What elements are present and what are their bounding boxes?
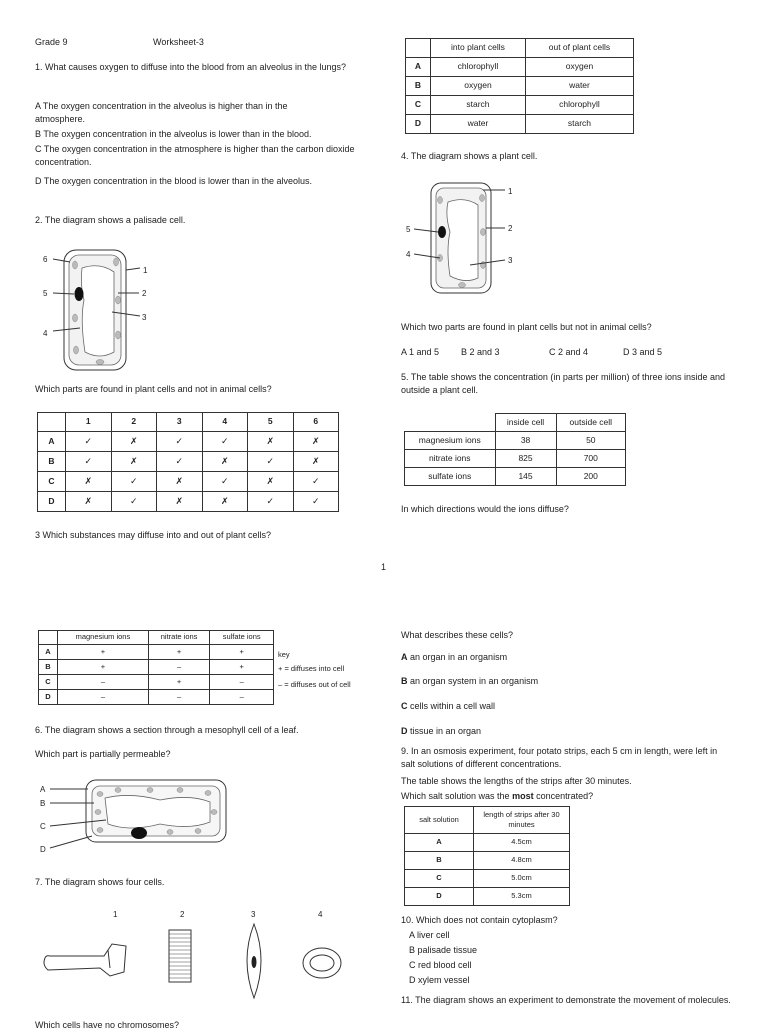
- q9-line2: The table shows the lengths of the strips after 30 minutes.: [401, 776, 632, 786]
- option-text: cells within a cell wall: [407, 701, 496, 711]
- plant-label-1: 1: [508, 187, 513, 196]
- q4-option-b: B 2 and 3: [461, 347, 500, 357]
- cell-label-4: 4: [318, 910, 323, 919]
- prompt-post: concentrated?: [533, 791, 594, 801]
- palisade-label-5: 5: [43, 289, 48, 298]
- q1-option-b: B The oxygen concentration in the alveolus is lower than in the blood.: [35, 129, 312, 139]
- prompt-pre: Which salt solution was the: [401, 791, 513, 801]
- cell: –: [58, 675, 149, 690]
- cell: chlorophyll: [431, 58, 526, 77]
- cell: 4.8cm: [474, 852, 570, 870]
- option-text: tissue in an organ: [407, 726, 482, 736]
- table-row: [405, 852, 570, 870]
- cell: –: [210, 690, 274, 705]
- q5-prompt: In which directions would the ions diffuse?: [401, 504, 569, 514]
- mesophyll-label-d: D: [40, 845, 46, 854]
- cell: ✓: [111, 492, 157, 512]
- cell: 825: [495, 450, 556, 468]
- option-letter: A: [401, 652, 408, 662]
- cell: 5.0cm: [474, 870, 570, 888]
- cell: ✗: [293, 432, 339, 452]
- cell: starch: [525, 115, 633, 134]
- row-key: A: [39, 645, 58, 660]
- grade-label: Grade 9: [35, 37, 68, 47]
- option-text: an organ in an organism: [407, 652, 508, 662]
- cell: 50: [556, 432, 625, 450]
- cell: water: [431, 115, 526, 134]
- q2-col-5: 5: [248, 413, 294, 432]
- row-key: D: [39, 690, 58, 705]
- row-key: nitrate ions: [405, 450, 496, 468]
- cell: ✗: [248, 472, 294, 492]
- q7-option-c: [401, 700, 495, 713]
- cell: ✗: [157, 492, 203, 512]
- q4-option-d: D 3 and 5: [623, 347, 663, 357]
- cell: +: [148, 645, 210, 660]
- cell: –: [148, 690, 210, 705]
- q2-col-4: 4: [202, 413, 248, 432]
- q1-option-a: A The oxygen concentration in the alveolus is higher than in the atmosphere.: [35, 101, 288, 124]
- cell: ✓: [293, 472, 339, 492]
- col-header: magnesium ions: [58, 631, 149, 645]
- row-key: B: [38, 452, 66, 472]
- palisade-label-4: 4: [43, 329, 48, 338]
- prompt-bold: most: [512, 791, 534, 801]
- q2-col-3: 3: [157, 413, 203, 432]
- mesophyll-label-a: A: [40, 785, 46, 794]
- plant-label-3: 3: [508, 256, 513, 265]
- q4-option-a: A 1 and 5: [401, 347, 440, 357]
- q2-col-6: 6: [293, 413, 339, 432]
- cell: ✓: [111, 472, 157, 492]
- q9-table: [404, 806, 570, 906]
- cell: +: [210, 660, 274, 675]
- cell: ✗: [111, 432, 157, 452]
- table-row: [405, 834, 570, 852]
- cell: –: [210, 675, 274, 690]
- cell: oxygen: [525, 58, 633, 77]
- q4-option-c: C 2 and 4: [549, 347, 589, 357]
- q2-col-2: 2: [111, 413, 157, 432]
- row-key: B: [39, 660, 58, 675]
- col-header: sulfate ions: [210, 631, 274, 645]
- col-header: inside cell: [495, 414, 556, 432]
- q10-option-c: C red blood cell: [409, 960, 472, 970]
- col-header: out of plant cells: [525, 39, 633, 58]
- q6-text: 6. The diagram shows a section through a mesophyll cell of a leaf.: [35, 725, 299, 735]
- q1-option-c: C The oxygen concentration in the atmosphere is higher than the carbon dioxide concentration.: [35, 144, 355, 167]
- q2-col-1: 1: [66, 413, 112, 432]
- q1-text: 1. What causes oxygen to diffuse into the blood from an alveolus in the lungs?: [35, 62, 347, 72]
- cell: +: [210, 645, 274, 660]
- cell-label-2: 2: [180, 910, 185, 919]
- row-key: B: [406, 77, 431, 96]
- page-number: 1: [381, 562, 387, 572]
- q7-option-d: [401, 725, 481, 738]
- row-key: D: [38, 492, 66, 512]
- mesophyll-label-c: C: [40, 822, 46, 831]
- cell: starch: [431, 96, 526, 115]
- cell: ✓: [202, 432, 248, 452]
- q7-option-b: [401, 675, 538, 688]
- palisade-label-6: 6: [43, 255, 48, 264]
- q10-option-d: D xylem vessel: [409, 975, 470, 985]
- q4-text: 4. The diagram shows a plant cell.: [401, 151, 538, 161]
- table-row: [405, 870, 570, 888]
- row-key: A: [406, 58, 431, 77]
- cell: chlorophyll: [525, 96, 633, 115]
- cell: –: [58, 690, 149, 705]
- col-header: outside cell: [556, 414, 625, 432]
- cell: +: [148, 675, 210, 690]
- option-letter: D: [401, 726, 408, 736]
- cell: ✓: [248, 492, 294, 512]
- cell: 5.3cm: [474, 888, 570, 906]
- col-header: nitrate ions: [148, 631, 210, 645]
- q9-prompt: [401, 790, 593, 803]
- q11-text: 11. The diagram shows an experiment to demonstrate the movement of molecules.: [401, 995, 731, 1005]
- q10-option-a: A liver cell: [409, 930, 450, 940]
- cell: ✓: [157, 432, 203, 452]
- plant-label-5: 5: [406, 225, 411, 234]
- q3-text: 3 Which substances may diffuse into and out of plant cells?: [35, 530, 271, 540]
- key-title: key: [278, 650, 290, 659]
- option-letter: C: [401, 701, 408, 711]
- q6-prompt: Which part is partially permeable?: [35, 749, 171, 759]
- key-minus: – = diffuses out of cell: [278, 680, 351, 689]
- row-key: sulfate ions: [405, 468, 496, 486]
- cell: 700: [556, 450, 625, 468]
- q10-text: 10. Which does not contain cytoplasm?: [401, 915, 558, 925]
- cell: –: [148, 660, 210, 675]
- row-key: A: [405, 834, 474, 852]
- row-key: C: [38, 472, 66, 492]
- cell: ✗: [157, 472, 203, 492]
- q7-prompt-cut: Which cells have no chromosomes?: [35, 1020, 180, 1030]
- cell: 38: [495, 432, 556, 450]
- cell: ✗: [248, 432, 294, 452]
- cell: ✓: [66, 432, 112, 452]
- cell: ✗: [66, 492, 112, 512]
- row-key: magnesium ions: [405, 432, 496, 450]
- cell: ✓: [293, 492, 339, 512]
- q2-prompt: Which parts are found in plant cells and not in animal cells?: [35, 384, 272, 394]
- cell: ✗: [202, 452, 248, 472]
- cell: ✗: [66, 472, 112, 492]
- q9-text: 9. In an osmosis experiment, four potato strips, each 5 cm in length, were left in salt solutions of different concentrations.: [401, 746, 718, 769]
- cell: ✓: [202, 472, 248, 492]
- col-header: length of strips after 30 minutes: [474, 807, 570, 834]
- option-letter: B: [401, 676, 408, 686]
- plant-label-2: 2: [508, 224, 513, 233]
- palisade-label-1: 1: [143, 266, 148, 275]
- cell: ✓: [66, 452, 112, 472]
- cell: ✗: [202, 492, 248, 512]
- row-key: D: [405, 888, 474, 906]
- row-key: C: [39, 675, 58, 690]
- palisade-label-2: 2: [142, 289, 147, 298]
- plant-label-4: 4: [406, 250, 411, 259]
- option-text: an organ system in an organism: [407, 676, 539, 686]
- q2-text: 2. The diagram shows a palisade cell.: [35, 215, 186, 225]
- key-plus: + = diffuses into cell: [278, 664, 345, 673]
- cell: oxygen: [431, 77, 526, 96]
- q10-option-b: B palisade tissue: [409, 945, 478, 955]
- table-row: [405, 888, 570, 906]
- cell: 4.5cm: [474, 834, 570, 852]
- q1-option-d: D The oxygen concentration in the blood is lower than in the alveolus.: [35, 176, 313, 186]
- palisade-label-3: 3: [142, 313, 147, 322]
- row-key: D: [406, 115, 431, 134]
- q7-text: 7. The diagram shows four cells.: [35, 877, 165, 887]
- worksheet-title: Worksheet-3: [153, 37, 204, 47]
- cell: +: [58, 660, 149, 675]
- q4-prompt: Which two parts are found in plant cells but not in animal cells?: [401, 322, 652, 332]
- cell: water: [525, 77, 633, 96]
- cell: ✓: [248, 452, 294, 472]
- q5-text: 5. The table shows the concentration (in parts per million) of three ions inside and outside a plant cell.: [401, 372, 726, 395]
- col-header: into plant cells: [431, 39, 526, 58]
- q7-follow: What describes these cells?: [401, 630, 514, 640]
- cell: ✓: [157, 452, 203, 472]
- cell: ✗: [293, 452, 339, 472]
- cell: 145: [495, 468, 556, 486]
- row-key: C: [405, 870, 474, 888]
- row-key: C: [406, 96, 431, 115]
- cell: +: [58, 645, 149, 660]
- cell-label-3: 3: [251, 910, 256, 919]
- cell: ✗: [111, 452, 157, 472]
- cell: 200: [556, 468, 625, 486]
- mesophyll-label-b: B: [40, 799, 46, 808]
- cell-label-1: 1: [113, 910, 118, 919]
- q7-option-a: [401, 651, 507, 664]
- row-key: A: [38, 432, 66, 452]
- col-header: salt solution: [405, 807, 474, 834]
- row-key: B: [405, 852, 474, 870]
